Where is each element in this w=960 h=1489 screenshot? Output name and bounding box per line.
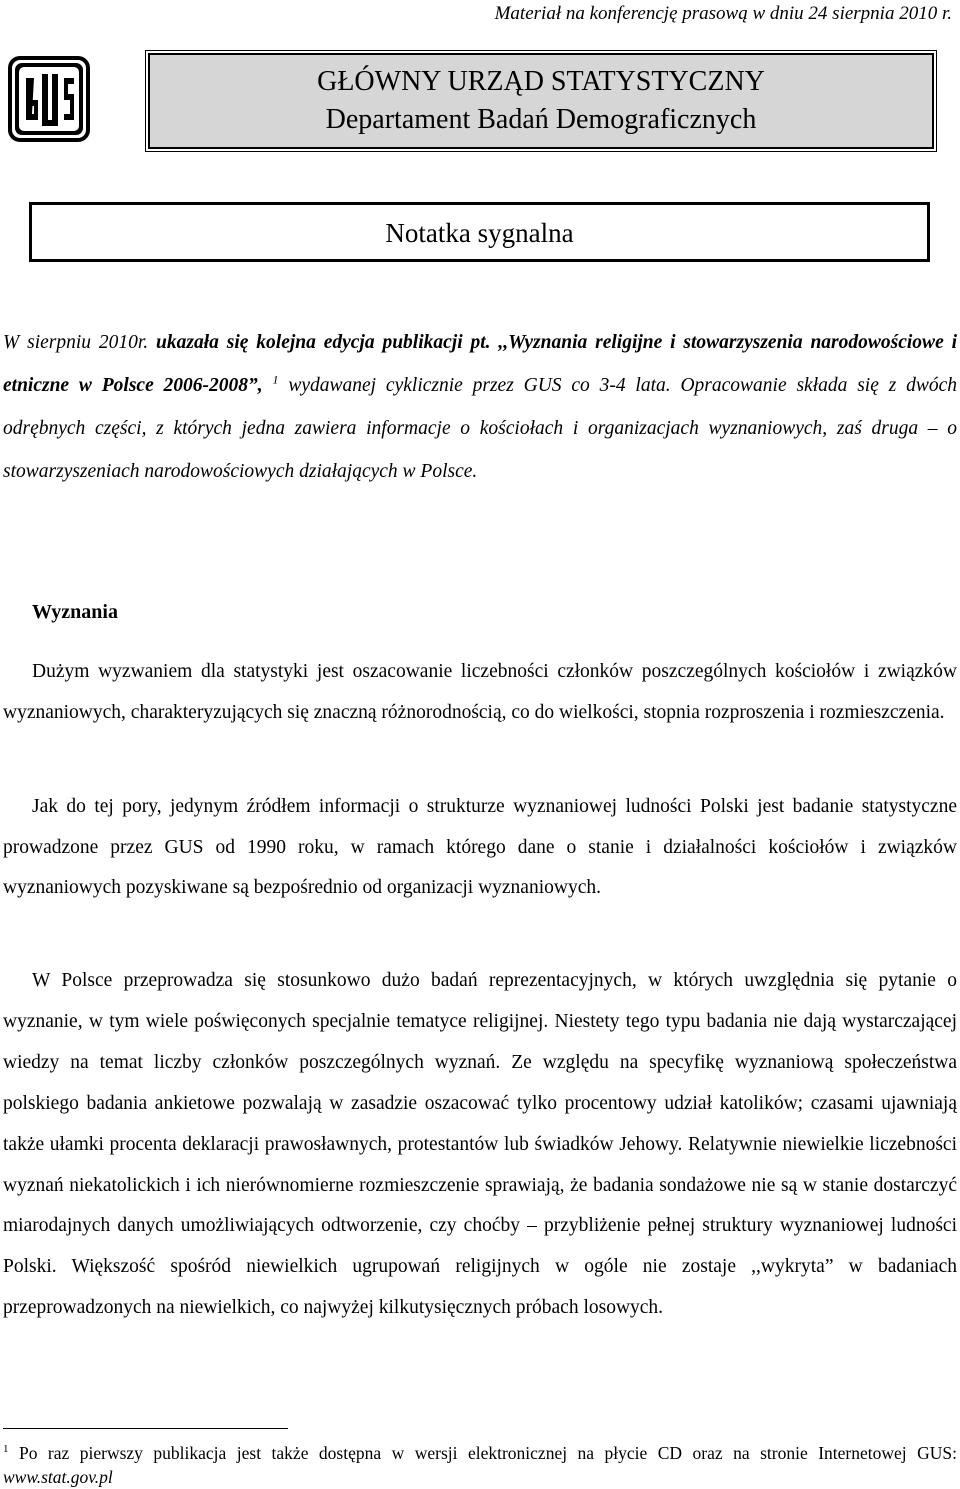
footnote-divider	[3, 1428, 288, 1429]
document-type-label: Notatka sygnalna	[385, 218, 574, 248]
body-paragraph: Dużym wyzwaniem dla statystyki jest oszacowanie liczebności członków poszczególnych kościołów i związków wyznaniowych, charakteryzujących się znaczną różnorodnością, co do wielkości, stopnia rozproszenia i rozmieszczenia.	[3, 661, 957, 723]
intro-text-end: wydawanej cyklicznie przez GUS co 3-4 lata. Opracowanie składa się z dwóch odrębnych części, z których jedna zawiera informacje o kościołach i organizacjach wyznaniowych, zaś druga – o stowarzyszeniach narodowościowych działających w Polsce.	[3, 375, 958, 482]
intro-text-start: W sierpniu 2010r.	[3, 332, 157, 353]
footnote-link[interactable]: www.stat.gov.pl	[3, 1466, 113, 1487]
publication-announcement: ukazała się kolejna edycja publikacji pt. ,,Wyznania religijne i stowarzyszenia narodowościowe i etniczne w Polsce 2006-2008”,	[3, 332, 957, 396]
department-name: Departament Badań Demograficznych	[325, 104, 757, 135]
gus-logo-icon	[8, 56, 90, 142]
institution-name: GŁÓWNY URZĄD STATYSTYCZNY	[317, 66, 765, 97]
institution-header-box	[148, 53, 934, 149]
footnote	[3, 1437, 957, 1489]
footnote-number: 1	[3, 1443, 9, 1455]
section-heading: Wyznania	[32, 601, 118, 623]
document-type-box	[29, 202, 930, 262]
footnote-text: Po raz pierwszy publikacja jest także dostępna w wersji elektronicznej na płycie CD oraz na stronie Internetowej GUS:	[8, 1442, 957, 1463]
body-paragraph: Jak do tej pory, jedynym źródłem informacji o strukturze wyznaniowej ludności Polski jest badanie statystyczne prowadzone przez GUS od 1990 roku, w ramach którego dane o stanie i działalności kościołów i związków wyznaniowych pozyskiwane są bezpośrednio od organizacji wyznaniowych.	[3, 796, 957, 898]
body-paragraph: W Polsce przeprowadza się stosunkowo dużo badań reprezentacyjnych, w których uwzględnia się pytanie o wyznanie, w tym wiele poświęconych specjalnie tematyce religijnej. Niestety tego typu badania nie dają wystarczającej wiedzy na temat liczby członków poszczególnych wyznań. Ze względu na specyfikę wyznaniową społeczeństwa polskiego badania ankietowe pozwalają w zasadzie oszacować tylko procentowy udział katolików; czasami ujawniają także ułamki procenta deklaracji prawosławnych, protestantów lub świadków Jehowy. Relatywnie niewielkie liczebności wyznań niekatolickich i ich nierównomierne rozmieszczenie sprawiają, że badania sondażowe nie są w stanie dostarczyć miarodajnych danych umożliwiających odtworzenie, czy choćby – przybliżenie pełnej struktury wyznaniowej ludności Polski. Większość spośród niewielkich ugrupowań religijnych w ogóle nie zostaje ,,wykryta” w badaniach przeprowadzonych na niewielkich, co najwyżej kilkutysięcznych próbach losowych.	[3, 970, 957, 1319]
intro-paragraph	[3, 321, 957, 493]
conference-note: Materiał na konferencję prasową w dniu 24 sierpnia 2010 r.	[494, 3, 952, 24]
footnote-reference: 1	[272, 372, 279, 387]
